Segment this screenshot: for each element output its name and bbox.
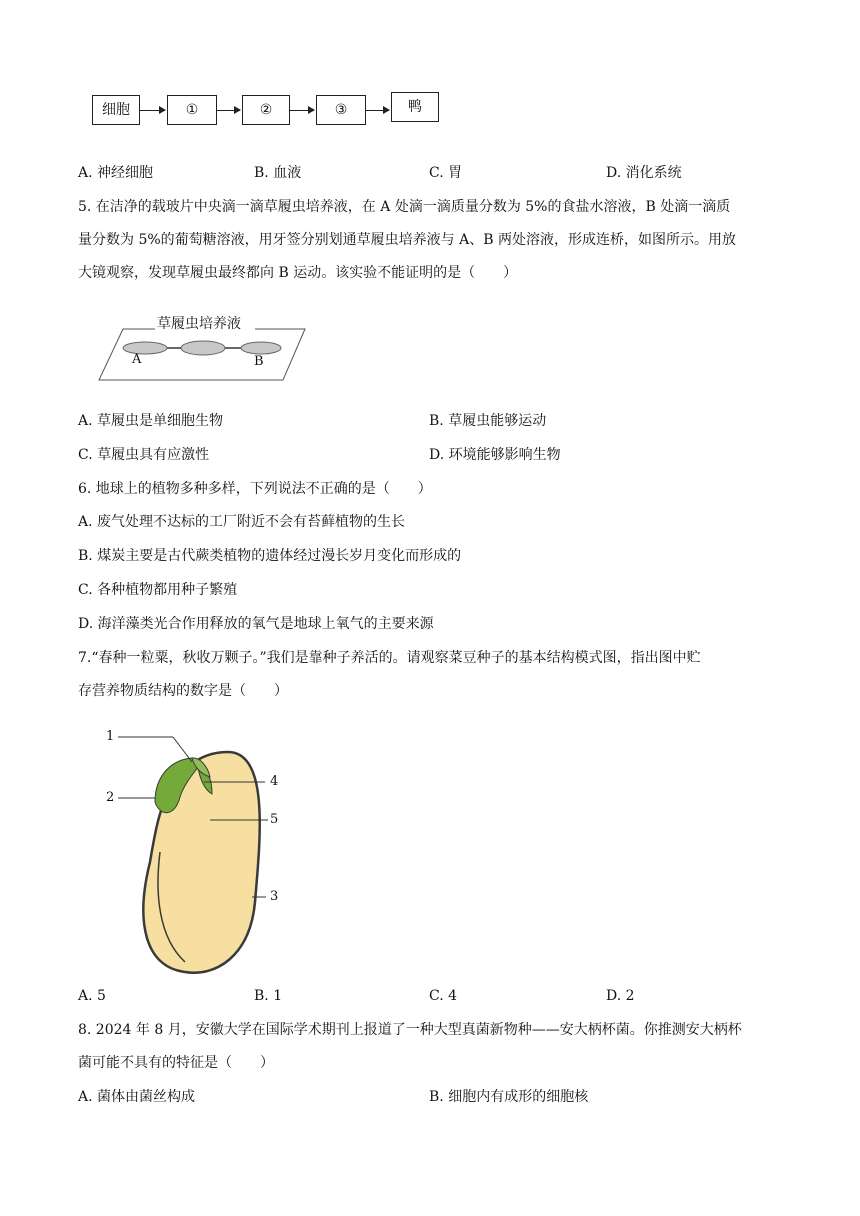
q7-option-b: B. 1 xyxy=(254,988,283,1004)
q6-option-b: B. 煤炭主要是古代蕨类植物的遗体经过漫长岁月变化而形成的 xyxy=(78,548,462,564)
bean-seed-figure xyxy=(100,722,300,982)
q6-option-c: C. 各种植物都用种子繁殖 xyxy=(78,582,238,598)
q5-stem-line-1: 5. 在洁净的载玻片中央滴一滴草履虫培养液，在 A 处滴一滴质量分数为 5%的食盐水溶液，B 处滴一滴质 xyxy=(78,199,731,215)
figure-title: 草履虫培养液 xyxy=(157,316,241,332)
q5-option-d: D. 环境能够影响生物 xyxy=(429,447,561,463)
q5-option-c: C. 草履虫具有应激性 xyxy=(78,447,210,463)
q7-option-d: D. 2 xyxy=(606,988,635,1004)
q5-option-b: B. 草履虫能够运动 xyxy=(429,413,547,429)
flow-step-1: ① xyxy=(167,95,217,125)
flow-arrow xyxy=(216,110,240,111)
flow-end-box: 鸭 xyxy=(391,92,439,122)
q7-option-c: C. 4 xyxy=(429,988,458,1004)
q5-stem-line-3: 大镜观察，发现草履虫最终都向 B 运动。该实验不能证明的是（ ） xyxy=(78,265,518,281)
q4-option-c: C. 胃 xyxy=(429,165,463,181)
q4-option-b: B. 血液 xyxy=(254,165,302,181)
q5-stem-line-2: 量分数为 5%的葡萄糖溶液，用牙签分别划通草履虫培养液与 A、B 两处溶液，形成连桥，如图所示。用放 xyxy=(78,232,736,248)
q7-stem-line-2: 存营养物质结构的数字是（ ） xyxy=(78,683,288,699)
flow-arrow xyxy=(289,110,314,111)
q7-option-a: A. 5 xyxy=(78,988,106,1004)
figure-label-a: A xyxy=(132,352,142,367)
q4-option-d: D. 消化系统 xyxy=(606,165,682,181)
seed-label-2: 2 xyxy=(106,790,115,805)
flow-start-box: 细胞 xyxy=(92,95,140,125)
flow-arrow xyxy=(139,110,165,111)
seed-label-5: 5 xyxy=(270,812,279,827)
seed-label-3: 3 xyxy=(270,889,279,904)
q8-stem-line-2: 菌可能不具有的特征是（ ） xyxy=(78,1055,274,1071)
q5-option-a: A. 草履虫是单细胞生物 xyxy=(78,413,224,429)
q4-option-a: A. 神经细胞 xyxy=(78,165,154,181)
figure-label-b: B xyxy=(254,354,264,369)
q6-option-d: D. 海洋藻类光合作用释放的氧气是地球上氧气的主要来源 xyxy=(78,616,434,632)
q6-option-a: A. 废气处理不达标的工厂附近不会有苔藓植物的生长 xyxy=(78,514,406,530)
flow-arrow xyxy=(365,110,389,111)
q6-stem: 6. 地球上的植物多种多样，下列说法不正确的是（ ） xyxy=(78,481,432,497)
q8-stem-line-1: 8. 2024 年 8 月，安徽大学在国际学术期刊上报道了一种大型真菌新物种——安大柄杯菌。你推测安大柄杯 xyxy=(78,1022,742,1038)
q8-option-b: B. 细胞内有成形的细胞核 xyxy=(429,1089,589,1105)
seed-label-4: 4 xyxy=(270,774,279,789)
seed-label-1: 1 xyxy=(106,729,115,744)
q8-option-a: A. 菌体由菌丝构成 xyxy=(78,1089,196,1105)
flow-step-2: ② xyxy=(242,95,290,125)
flow-step-3: ③ xyxy=(316,95,366,125)
q7-stem-line-1: 7.“春种一粒粟，秋收万颗子。”我们是靠种子养活的。请观察菜豆种子的基本结构模式图，指出图中贮 xyxy=(78,650,701,666)
